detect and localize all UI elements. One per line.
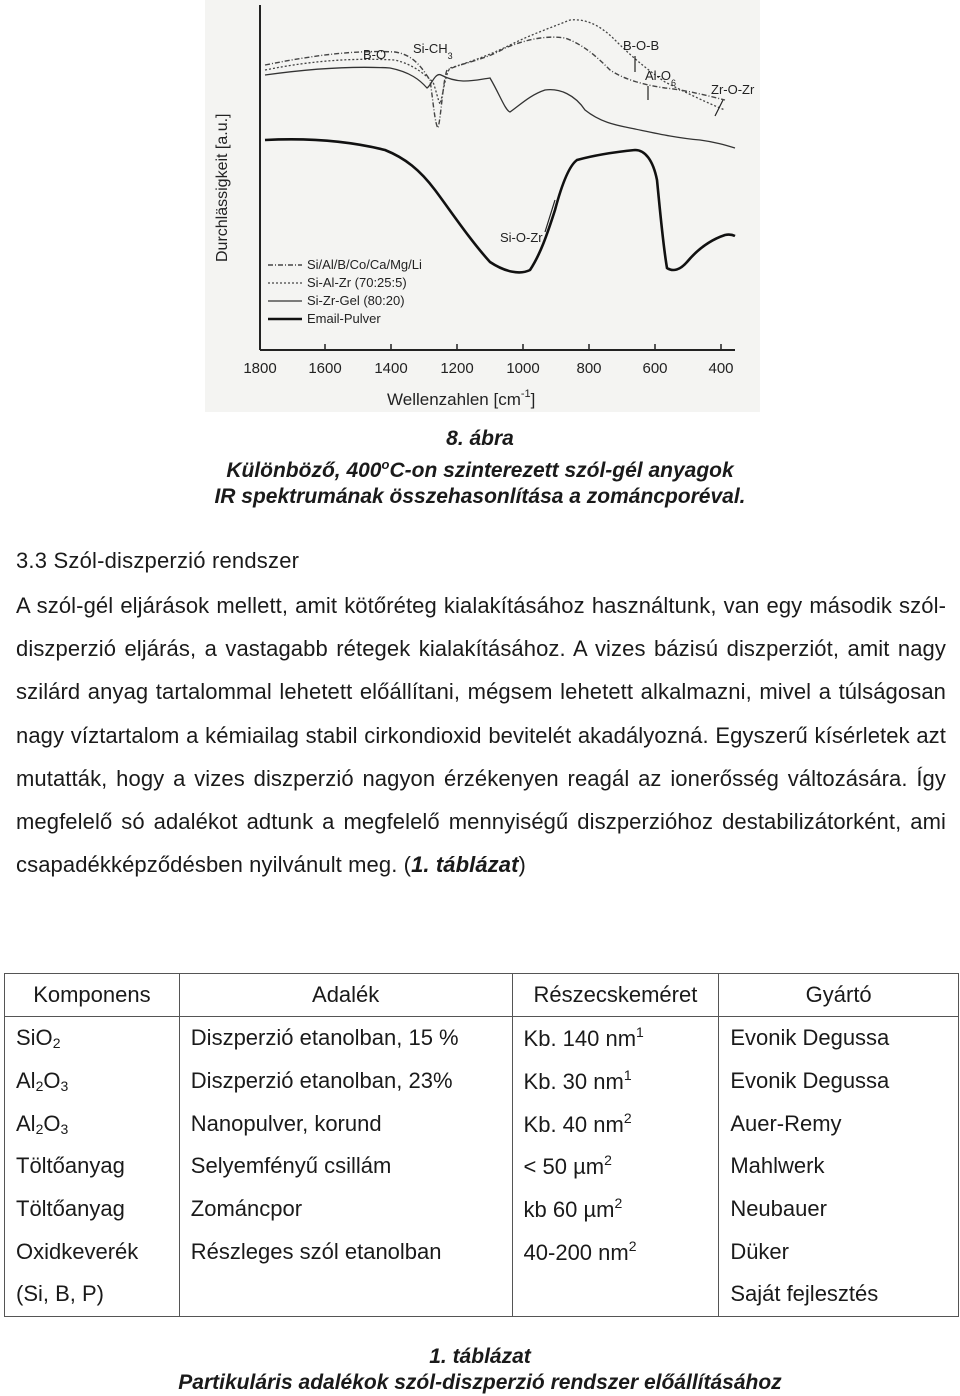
cell-particle-size bbox=[512, 1060, 719, 1103]
cell-component bbox=[5, 1188, 180, 1231]
size-text: Kb. 140 nm bbox=[523, 1026, 637, 1052]
component-text: (Si, B, P) bbox=[16, 1281, 105, 1307]
cell-additive: Nanopulver, korund bbox=[179, 1102, 512, 1145]
annotation-b-o: B-O bbox=[363, 47, 387, 62]
y-axis-label: Durchlässigkeit [a.u.] bbox=[214, 113, 231, 262]
table-row bbox=[5, 1060, 959, 1103]
cell-component bbox=[5, 1145, 180, 1188]
size-text: Kb. 40 nm bbox=[523, 1111, 624, 1137]
cell-additive: Diszperzió etanolban, 15 % bbox=[179, 1017, 512, 1060]
ir-spectrum-plot bbox=[205, 0, 760, 412]
table-row bbox=[5, 1230, 959, 1273]
additives-table bbox=[4, 973, 959, 1317]
figure-caption-line: IR spektrumának összehasonlítása a zománcporéval. bbox=[214, 485, 746, 508]
size-text: Kb. 30 nm bbox=[523, 1069, 624, 1095]
annotation-arrows bbox=[545, 56, 723, 232]
cell-particle-size bbox=[512, 1188, 719, 1231]
cell-particle-size bbox=[512, 1230, 719, 1273]
annotation-si-o-zr: Si-O-Zr bbox=[500, 230, 543, 245]
cell-component bbox=[5, 1017, 180, 1060]
cell-manufacturer: Saját fejlesztés bbox=[719, 1273, 959, 1316]
component-subscript: 2 bbox=[35, 1078, 44, 1095]
legend bbox=[268, 257, 422, 326]
legend-label: Si-Al-Zr (70:25:5) bbox=[307, 275, 407, 290]
component-text: O bbox=[43, 1110, 61, 1136]
annotation-b-o-b: B-O-B bbox=[623, 38, 660, 53]
size-text: 40-200 nm bbox=[523, 1239, 629, 1265]
caption-superscript: o bbox=[381, 457, 390, 472]
annotation-al-o6: $Al-O_6$ bbox=[645, 68, 677, 88]
table-row bbox=[5, 1145, 959, 1188]
cell-manufacturer: Düker bbox=[719, 1230, 959, 1273]
cell-additive: Részleges szól etanolban bbox=[179, 1230, 512, 1273]
legend-label: Si/Al/B/Co/Ca/Mg/Li bbox=[307, 257, 422, 272]
table-row bbox=[5, 1102, 959, 1145]
header-additive: Adalék bbox=[179, 974, 512, 1017]
component-text: SiO bbox=[16, 1025, 53, 1051]
x-tick-label: 1200 bbox=[440, 360, 474, 377]
x-tick-label: 1800 bbox=[243, 360, 277, 377]
size-reference: 1 bbox=[623, 1067, 632, 1084]
component-text: Oxidkeverék bbox=[16, 1238, 139, 1264]
component-text: Al bbox=[16, 1110, 36, 1136]
curve-email-pulver bbox=[265, 139, 735, 272]
component-text: Töltőanyag bbox=[16, 1153, 125, 1179]
cell-additive: Diszperzió etanolban, 23% bbox=[179, 1060, 512, 1103]
x-tick-label: 1000 bbox=[506, 360, 540, 377]
size-reference: 2 bbox=[628, 1237, 637, 1254]
table-row bbox=[5, 1273, 959, 1316]
table-header-row bbox=[5, 974, 959, 1017]
size-reference: 2 bbox=[604, 1152, 612, 1169]
figure-caption bbox=[0, 426, 960, 510]
cell-component bbox=[5, 1230, 180, 1273]
table-caption-title: Partikuláris adalékok szól-diszperzió rendszer előállításához bbox=[178, 1371, 782, 1394]
component-subscript: 3 bbox=[60, 1120, 69, 1137]
cell-particle-size bbox=[512, 1145, 719, 1188]
x-tick-label: 1600 bbox=[308, 360, 342, 377]
table-caption bbox=[0, 1344, 960, 1396]
header-component: Komponens bbox=[5, 974, 180, 1017]
cell-manufacturer: Evonik Degussa bbox=[719, 1017, 959, 1060]
annotation-zr-o-zr: Zr-O-Zr bbox=[711, 82, 755, 97]
cell-manufacturer: Evonik Degussa bbox=[719, 1060, 959, 1103]
size-reference: 2 bbox=[623, 1109, 632, 1126]
ir-spectrum-figure bbox=[205, 0, 760, 412]
table-caption-number: 1. táblázat bbox=[429, 1345, 531, 1368]
header-particle-size: Részecskeméret bbox=[512, 974, 719, 1017]
size-reference: 2 bbox=[614, 1195, 623, 1212]
component-text: O bbox=[43, 1068, 61, 1094]
x-tick-label: 600 bbox=[642, 360, 668, 377]
paragraph-text: ) bbox=[518, 852, 526, 878]
component-subscript: 3 bbox=[60, 1078, 69, 1095]
legend-label: Email-Pulver bbox=[307, 311, 381, 326]
x-tick-label: 400 bbox=[708, 360, 734, 377]
component-text: Al bbox=[16, 1068, 36, 1094]
component-text: Töltőanyag bbox=[16, 1196, 125, 1222]
size-text: kb 60 µm bbox=[523, 1197, 615, 1223]
cell-particle-size bbox=[512, 1273, 719, 1316]
cell-manufacturer: Auer-Remy bbox=[719, 1102, 959, 1145]
cell-component bbox=[5, 1102, 180, 1145]
size-text: < 50 µm bbox=[523, 1154, 605, 1180]
component-subscript: 2 bbox=[52, 1035, 61, 1052]
curve-si-al-zr bbox=[265, 20, 725, 110]
size-reference: 1 bbox=[636, 1024, 644, 1041]
x-tick-label: 800 bbox=[576, 360, 602, 377]
figure-caption-number: 8. ábra bbox=[446, 427, 514, 450]
header-manufacturer: Gyártó bbox=[719, 974, 959, 1017]
cell-manufacturer: Neubauer bbox=[719, 1188, 959, 1231]
table-row bbox=[5, 1188, 959, 1231]
component-subscript: 2 bbox=[35, 1120, 44, 1137]
cell-additive: Selyemfényű csillám bbox=[179, 1145, 512, 1188]
arrow-zr-o-zr bbox=[715, 100, 723, 116]
paragraph-text: A szól-gél eljárások mellett, amit kötőréteg kialakításához használtunk, van egy második szól-diszperzió eljárás, a vastagabb rétegek kialakításához. A vizes bázisú diszperziót, amit nagy szilárd anyag tartalommal lehetett előállítani, mégsem lehetett alkalmazni, mivel a túlságosan nagy víztartalom a kémiailag stabil cirkondioxid bevitelét akadályozná. Egyszerű kísérletek azt mutatták, hogy a vizes diszperzió nagyon érzékenyen reagál az ionerősség változására. Így megfelelő só adalékot adtunk a megfelelő mennyiségű diszperzióhoz destabilizátorként, ami csapadékképződésben nyilvánult meg. ( bbox=[16, 593, 946, 878]
body-paragraph bbox=[16, 584, 946, 886]
cell-manufacturer: Mahlwerk bbox=[719, 1145, 959, 1188]
cell-component bbox=[5, 1273, 180, 1316]
table-reference: 1. táblázat bbox=[411, 852, 519, 878]
table-row bbox=[5, 1017, 959, 1060]
cell-additive bbox=[179, 1273, 512, 1316]
x-tick-label: 1400 bbox=[374, 360, 408, 377]
cell-particle-size bbox=[512, 1017, 719, 1060]
figure-caption-line bbox=[0, 452, 960, 484]
annotation-si-ch3: $Si-CH_3$ bbox=[413, 41, 453, 61]
section-heading: 3.3 Szól-diszperzió rendszer bbox=[16, 548, 300, 573]
caption-text: Különböző, 400 bbox=[226, 459, 382, 482]
x-axis-label: Wellenzahlen $[cm^{-1}]$ bbox=[387, 388, 536, 409]
cell-component bbox=[5, 1060, 180, 1103]
caption-text: C-on szinterezett szól-gél anyagok bbox=[389, 459, 734, 482]
cell-additive: Zománcpor bbox=[179, 1188, 512, 1231]
legend-label: Si-Zr-Gel (80:20) bbox=[307, 293, 405, 308]
cell-particle-size bbox=[512, 1102, 719, 1145]
